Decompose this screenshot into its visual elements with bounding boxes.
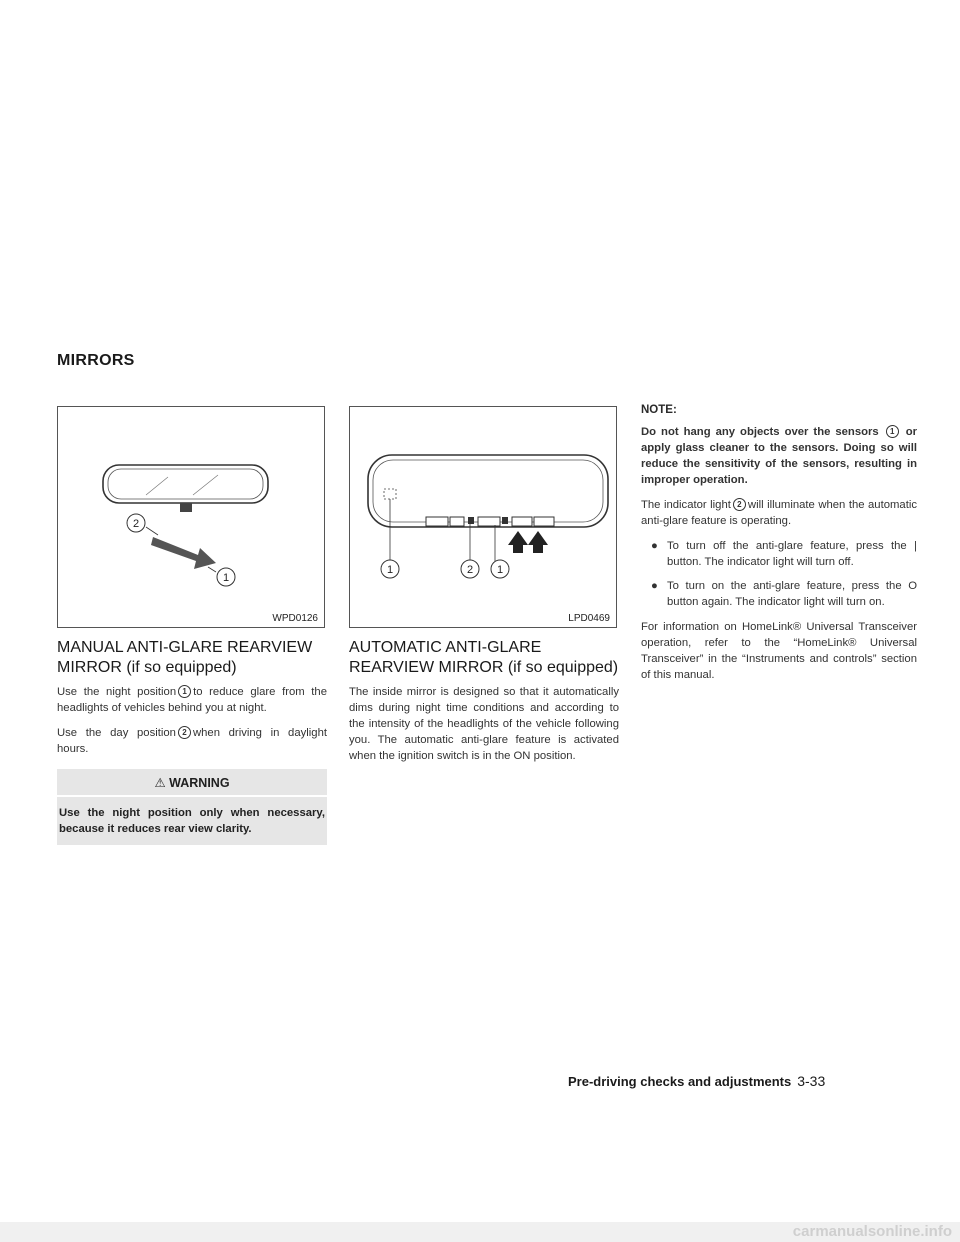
warning-box bbox=[57, 769, 327, 845]
callout-2 bbox=[127, 514, 145, 532]
list-item-text: To turn on the anti-glare feature, press the O button again. The indicator light will turn on. bbox=[667, 580, 917, 608]
indicator-paragraph bbox=[641, 497, 917, 529]
figure-code: WPD0126 bbox=[272, 613, 318, 624]
text-segment: The indicator light bbox=[641, 499, 731, 511]
text-segment: or apply glass cleaner to the sensors. Doing so will reduce the sensitivity of the sensors, resulting in improper operation. bbox=[641, 426, 918, 486]
callout-2 bbox=[461, 560, 479, 578]
text-segment: when driving in daylight hours. bbox=[57, 727, 327, 755]
bullet-icon: ● bbox=[651, 540, 658, 552]
right-column bbox=[641, 404, 917, 692]
manual-mirror-illustration bbox=[58, 407, 326, 629]
svg-text:1: 1 bbox=[386, 564, 394, 576]
svg-text:1: 1 bbox=[496, 564, 504, 576]
day-position-paragraph bbox=[57, 725, 327, 757]
callout-number: 1 bbox=[178, 685, 191, 698]
text-segment: to reduce glare from the headlights of vehicles behind you at night. bbox=[57, 686, 327, 714]
callout-number: 2 bbox=[178, 726, 191, 739]
warning-header bbox=[57, 769, 327, 797]
manual-mirror-heading: MANUAL ANTI-GLARE REARVIEW MIRROR (if so equipped) bbox=[57, 639, 313, 676]
text-segment: Use the day position bbox=[57, 727, 176, 739]
manual-mirror-figure bbox=[57, 406, 325, 628]
homelink-paragraph: For information on HomeLink® Universal Transceiver operation, refer to the “HomeLink® Universal Transceiver” in the “Instruments and controls” section of this manual. bbox=[641, 621, 917, 681]
note-label: NOTE: bbox=[641, 404, 677, 416]
section-title: MIRRORS bbox=[57, 352, 135, 369]
warning-title: WARNING bbox=[169, 776, 230, 790]
auto-mirror-paragraph: The inside mirror is designed so that it automatically dims during night time conditions and according to the intensity of the headlights of the vehicle following you. The automatic anti-glare feature is activated when the ignition switch is in the ON position. bbox=[349, 686, 619, 762]
watermark-text: carmanualsonline.info bbox=[792, 1223, 952, 1240]
text-segment: Do not hang any objects over the sensors bbox=[641, 426, 879, 438]
list-item bbox=[641, 538, 917, 570]
auto-mirror-illustration bbox=[350, 407, 618, 629]
watermark-bar bbox=[0, 1222, 960, 1242]
bullet-icon: ● bbox=[651, 580, 658, 592]
callout-1b bbox=[491, 560, 509, 578]
page-number: 3-33 bbox=[797, 1073, 826, 1089]
night-position-paragraph bbox=[57, 684, 327, 716]
svg-text:1: 1 bbox=[222, 572, 230, 584]
callout-1 bbox=[217, 568, 235, 586]
svg-text:2: 2 bbox=[132, 518, 140, 530]
left-column bbox=[57, 406, 327, 845]
svg-text:2: 2 bbox=[466, 564, 474, 576]
callout-number: 2 bbox=[733, 498, 746, 511]
callout-1a bbox=[381, 560, 399, 578]
list-item-text: To turn off the anti-glare feature, press the | button. The indicator light will turn off. bbox=[667, 540, 917, 568]
figure-code: LPD0469 bbox=[568, 613, 610, 624]
text-segment: Use the night position bbox=[57, 686, 177, 698]
page-footer bbox=[568, 1073, 825, 1089]
auto-mirror-figure bbox=[349, 406, 617, 628]
list-item bbox=[641, 578, 917, 610]
auto-mirror-heading: AUTOMATIC ANTI-GLARE REARVIEW MIRROR (if so equipped) bbox=[349, 639, 619, 676]
warning-icon: ⚠ bbox=[154, 776, 166, 790]
note-paragraph bbox=[641, 424, 917, 488]
warning-text: Use the night position only when necessary, because it reduces rear view clarity. bbox=[59, 807, 325, 835]
callout-number: 1 bbox=[886, 425, 899, 438]
chapter-title: Pre-driving checks and adjustments bbox=[568, 1074, 792, 1089]
text-segment: will illuminate when the automatic anti-glare feature is operating. bbox=[641, 499, 918, 527]
bullet-list bbox=[641, 538, 917, 610]
middle-column bbox=[349, 406, 619, 773]
